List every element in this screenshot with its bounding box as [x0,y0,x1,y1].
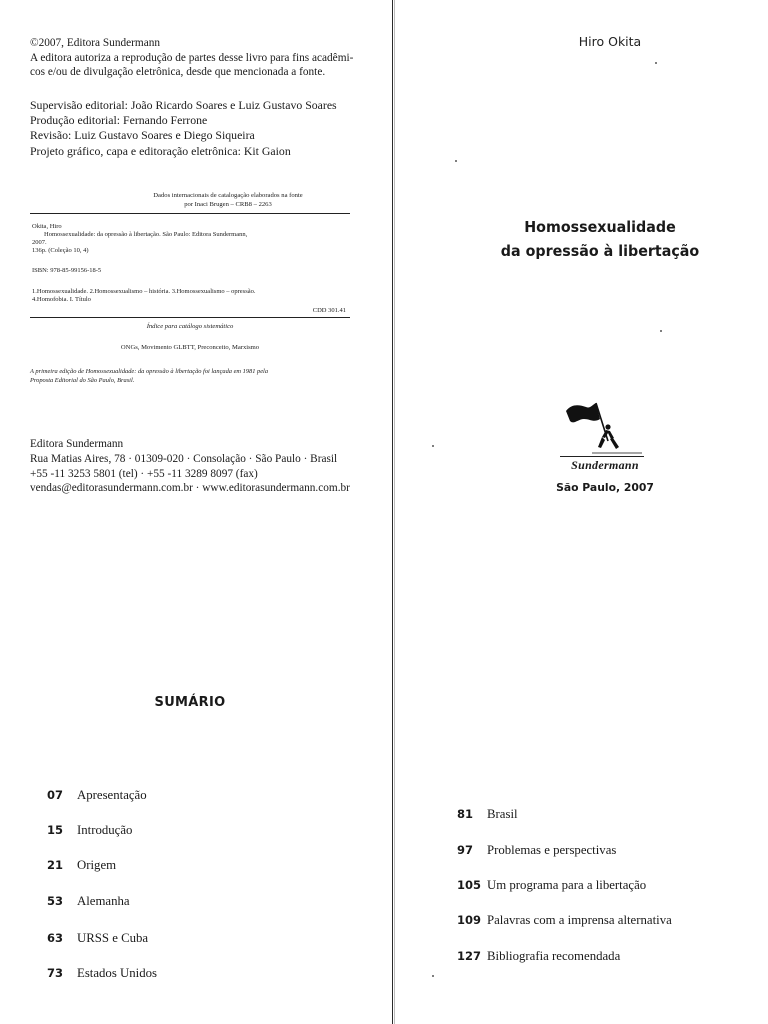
catalog-line: Okita, Hiro [32,223,62,230]
logo-rule [560,456,644,457]
publisher-logo-name: Sundermann [571,458,639,472]
catalog-line: 1.Homossexualidade. 2.Homossexualismo – história. 3.Homossexualismo – opressão. [32,288,256,295]
book-title [471,215,729,263]
catalog-line: 2007. [32,239,47,246]
author-name: Hiro Okita [578,34,642,49]
toc-item [47,856,116,874]
toc-page-number: 109 [457,913,482,927]
toc-chapter-title: Brasil [487,807,518,821]
toc-page-number: 15 [47,823,64,837]
toc-page-number: 07 [47,788,64,802]
credit-line: Revisão: Luiz Gustavo Soares e Diego Siqueira [30,128,255,143]
scan-speck [432,975,434,977]
catalog-header-line: por Inaci Brugen – CRB8 – 2263 [184,201,272,208]
toc-chapter-title: Alemanha [77,894,130,908]
toc-item [457,947,620,965]
imprint-line: cos e/ou de divulgação eletrônica, desde que mencionada a fonte. [30,66,326,79]
toc-item [47,821,132,839]
toc-chapter-title: Palavras com a imprensa alternativa [487,913,672,927]
toc-chapter-title: Origem [77,858,117,872]
imprint-line: ©2007, Editora Sundermann [30,37,161,49]
catalog-isbn: ISBN: 978-85-99156-18-5 [32,267,102,274]
first-edition-line: Proposta Editorial do São Paulo, Brasil. [30,376,135,384]
first-edition-note [30,368,350,385]
toc-page-number: 105 [457,878,482,892]
toc-page-number: 53 [47,894,64,908]
toc-page-number: 81 [457,807,474,821]
toc-page-number: 63 [47,931,64,945]
scan-speck [432,445,434,447]
index-terms: ONGs, Movimento GLBTT, Preconceito, Marxismo [120,344,260,351]
credit-line: Supervisão editorial: João Ricardo Soares e Luiz Gustavo Soares [30,98,337,112]
toc-chapter-title: Estados Unidos [77,966,157,980]
credit-line: Projeto gráfico, capa e editoração eletrônica: Kit Gaion [30,143,291,158]
copyright-notice [30,36,370,80]
page-fold [392,0,393,1024]
publisher-line: Rua Matias Aires, 78 · 01309-020 · Consolação · São Paulo · Brasil [30,452,338,465]
scan-speck [455,160,457,162]
catalog-cdd: CDD 301.41 [312,307,346,314]
toc-chapter-title: Bibliografia recomendada [487,949,621,963]
toc-item [457,876,646,894]
toc-item [47,786,147,804]
first-edition-line: A primeira edição de Homossexualidade: da opressão à libertação foi lançada em 1981 pela [30,368,269,375]
toc-title: SUMÁRIO [154,695,226,710]
toc-chapter-title: URSS e Cuba [77,931,149,945]
catalog-card [30,213,350,318]
book-subtitle-line: da opressão à libertação [500,242,700,260]
toc-item [47,892,130,910]
toc-chapter-title: Problemas e perspectivas [487,843,617,857]
toc-chapter-title: Apresentação [77,788,147,802]
toc-chapter-title: Um programa para a libertação [487,878,647,892]
credit-line: Produção editorial: Fernando Ferrone [30,113,208,128]
publisher-line: +55 -11 3253 5801 (tel) · +55 -11 3289 8097 (fax) [30,467,258,480]
catalog-line: 136p. (Coleção 10, 4) [32,247,89,254]
catalog-header [78,191,378,209]
book-title-line: Homossexualidade [524,218,676,236]
catalog-line: Homossexualidade: da opressão à libertação. São Paulo: Editora Sundermann, [44,231,248,238]
scan-speck [660,330,662,332]
catalog-line: 4.Homofobia. I. Título [32,296,91,303]
publisher-contact: vendas@editorasundermann.com.br · www.editorasundermann.com.br [30,482,350,495]
index-header: Índice para catálogo sistemático [146,323,234,330]
toc-item [457,841,616,859]
publication-place-year: São Paulo, 2007 [556,481,654,494]
toc-item [47,964,157,982]
publisher-line: Editora Sundermann [30,438,124,450]
toc-page-number: 21 [47,858,64,872]
imprint-line: A editora autoriza a reprodução de partes desse livro para fins acadêmi- [30,51,354,64]
flag-bearer-icon [562,397,642,457]
toc-item [457,805,518,823]
toc-chapter-title: Introdução [77,823,133,837]
toc-item [457,911,672,929]
page-fold-shadow [394,0,395,1024]
catalog-header-line: Dados internacionais de catalogação elaborados na fonte [153,192,303,199]
toc-item [47,929,148,947]
toc-page-number: 97 [457,843,474,857]
scan-speck [655,62,657,64]
publisher-address [30,437,380,496]
editorial-credits [30,98,370,159]
toc-page-number: 127 [457,949,482,963]
toc-page-number: 73 [47,966,64,980]
